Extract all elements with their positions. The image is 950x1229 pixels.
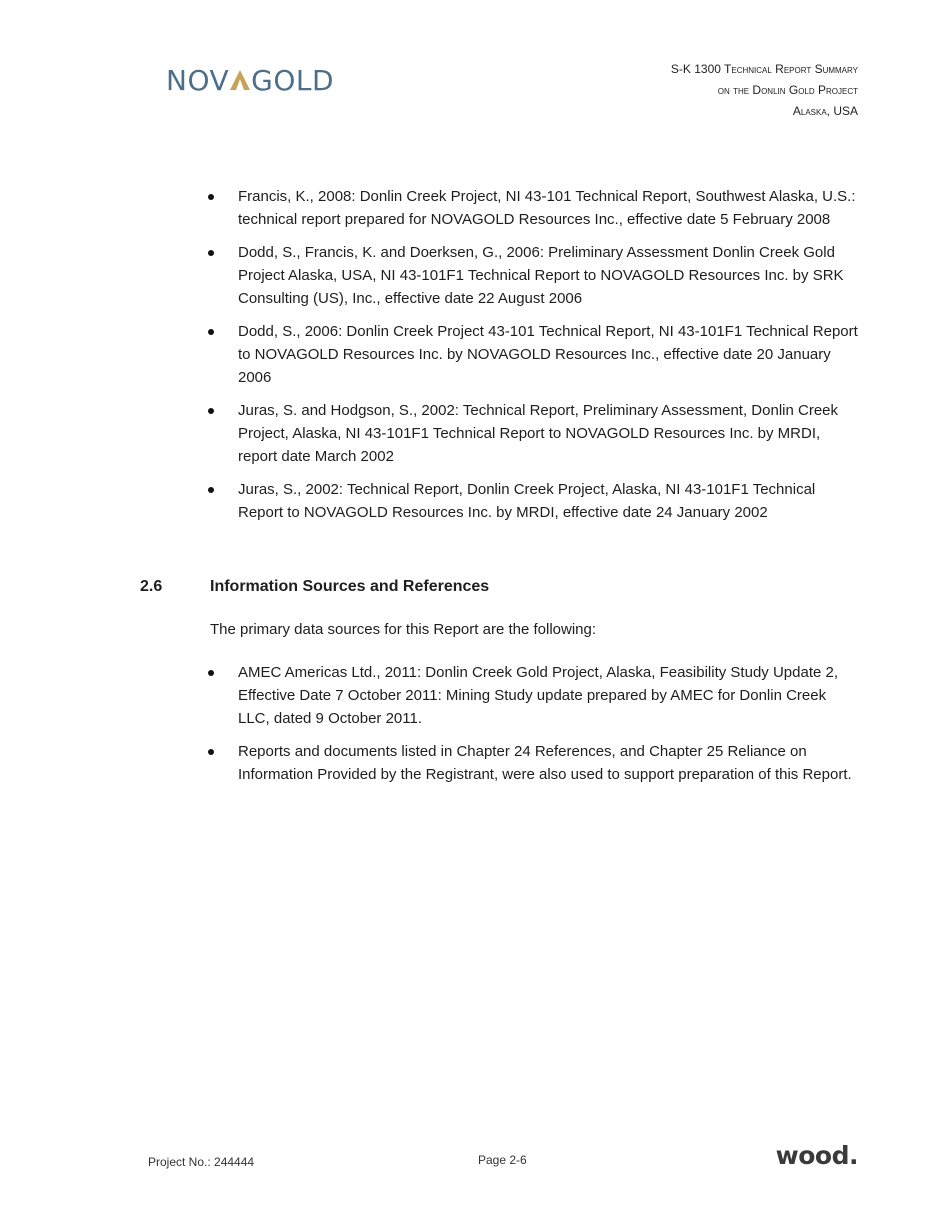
list-item <box>205 399 860 468</box>
list-item <box>205 740 860 786</box>
logo-text-right: GOLD <box>251 64 335 97</box>
novagold-logo <box>166 62 334 100</box>
section-title: Information Sources and References <box>210 578 490 595</box>
bullet-icon <box>208 194 214 200</box>
bullet-icon <box>208 408 214 414</box>
bullet-icon <box>208 670 214 676</box>
list-item-text: Juras, S., 2002: Technical Report, Donlin Creek Project, Alaska, NI 43-101F1 Technical Report to NOVAGOLD Resources Inc. by MRDI, effective date 24 January 2002 <box>238 481 816 521</box>
header-title-line-1: S-K 1300 Technical Report Summary <box>670 62 858 76</box>
list-item-text: Francis, K., 2008: Donlin Creek Project, NI 43-101 Technical Report, Southwest Alaska, U.S.: technical report prepared for NOVAGOLD Resources Inc., effective date 5 February 2008 <box>238 188 856 228</box>
section-number: 2.6 <box>140 578 163 595</box>
bullet-icon <box>208 329 214 335</box>
list-item-text: AMEC Americas Ltd., 2011: Donlin Creek Gold Project, Alaska, Feasibility Study Update 2, Effective Date 7 October 2011: Mining Study update prepared by AMEC for Donlin Creek LLC, dated 9 October 2011. <box>238 664 838 727</box>
list-item-text: Reports and documents listed in Chapter 24 References, and Chapter 25 Reliance on Information Provided by the Registrant, were also used to support preparation of this Report. <box>238 743 852 783</box>
document-header <box>671 59 858 122</box>
header-title-line-2: on the Donlin Gold Project <box>717 83 858 97</box>
section-intro: The primary data sources for this Report are the following: <box>210 621 597 638</box>
list-item-text: Juras, S. and Hodgson, S., 2002: Technical Report, Preliminary Assessment, Donlin Creek Project, Alaska, NI 43-101F1 Technical Report to NOVAGOLD Resources Inc. by MRDI, report date March 2002 <box>238 402 839 465</box>
sources-bullet-list <box>205 661 860 796</box>
list-item <box>205 241 860 310</box>
bullet-icon <box>208 487 214 493</box>
list-item-text: Dodd, S., Francis, K. and Doerksen, G., 2006: Preliminary Assessment Donlin Creek Gold Project Alaska, USA, NI 43-101F1 Technical Report to NOVAGOLD Resources Inc. by SRK Consulting (US), Inc., effective date 22 August 2006 <box>238 244 844 307</box>
list-item <box>205 185 860 231</box>
bullet-icon <box>208 749 214 755</box>
project-number: Project No.: 244444 <box>148 1155 255 1169</box>
list-item <box>205 661 860 730</box>
logo-text-left: NOV <box>166 64 230 97</box>
gold-triangle-icon <box>229 67 251 91</box>
references-bullet-list <box>205 185 860 534</box>
list-item-text: Dodd, S., 2006: Donlin Creek Project 43-101 Technical Report, NI 43-101F1 Technical Report to NOVAGOLD Resources Inc. by NOVAGOLD Resources Inc., effective date 20 January 2006 <box>238 323 858 386</box>
header-title-line-3: Alaska, USA <box>792 104 858 118</box>
list-item <box>205 478 860 524</box>
list-item <box>205 320 860 389</box>
wood-logo: wood. <box>775 1141 858 1170</box>
bullet-icon <box>208 250 214 256</box>
page-number: Page 2-6 <box>478 1153 527 1167</box>
